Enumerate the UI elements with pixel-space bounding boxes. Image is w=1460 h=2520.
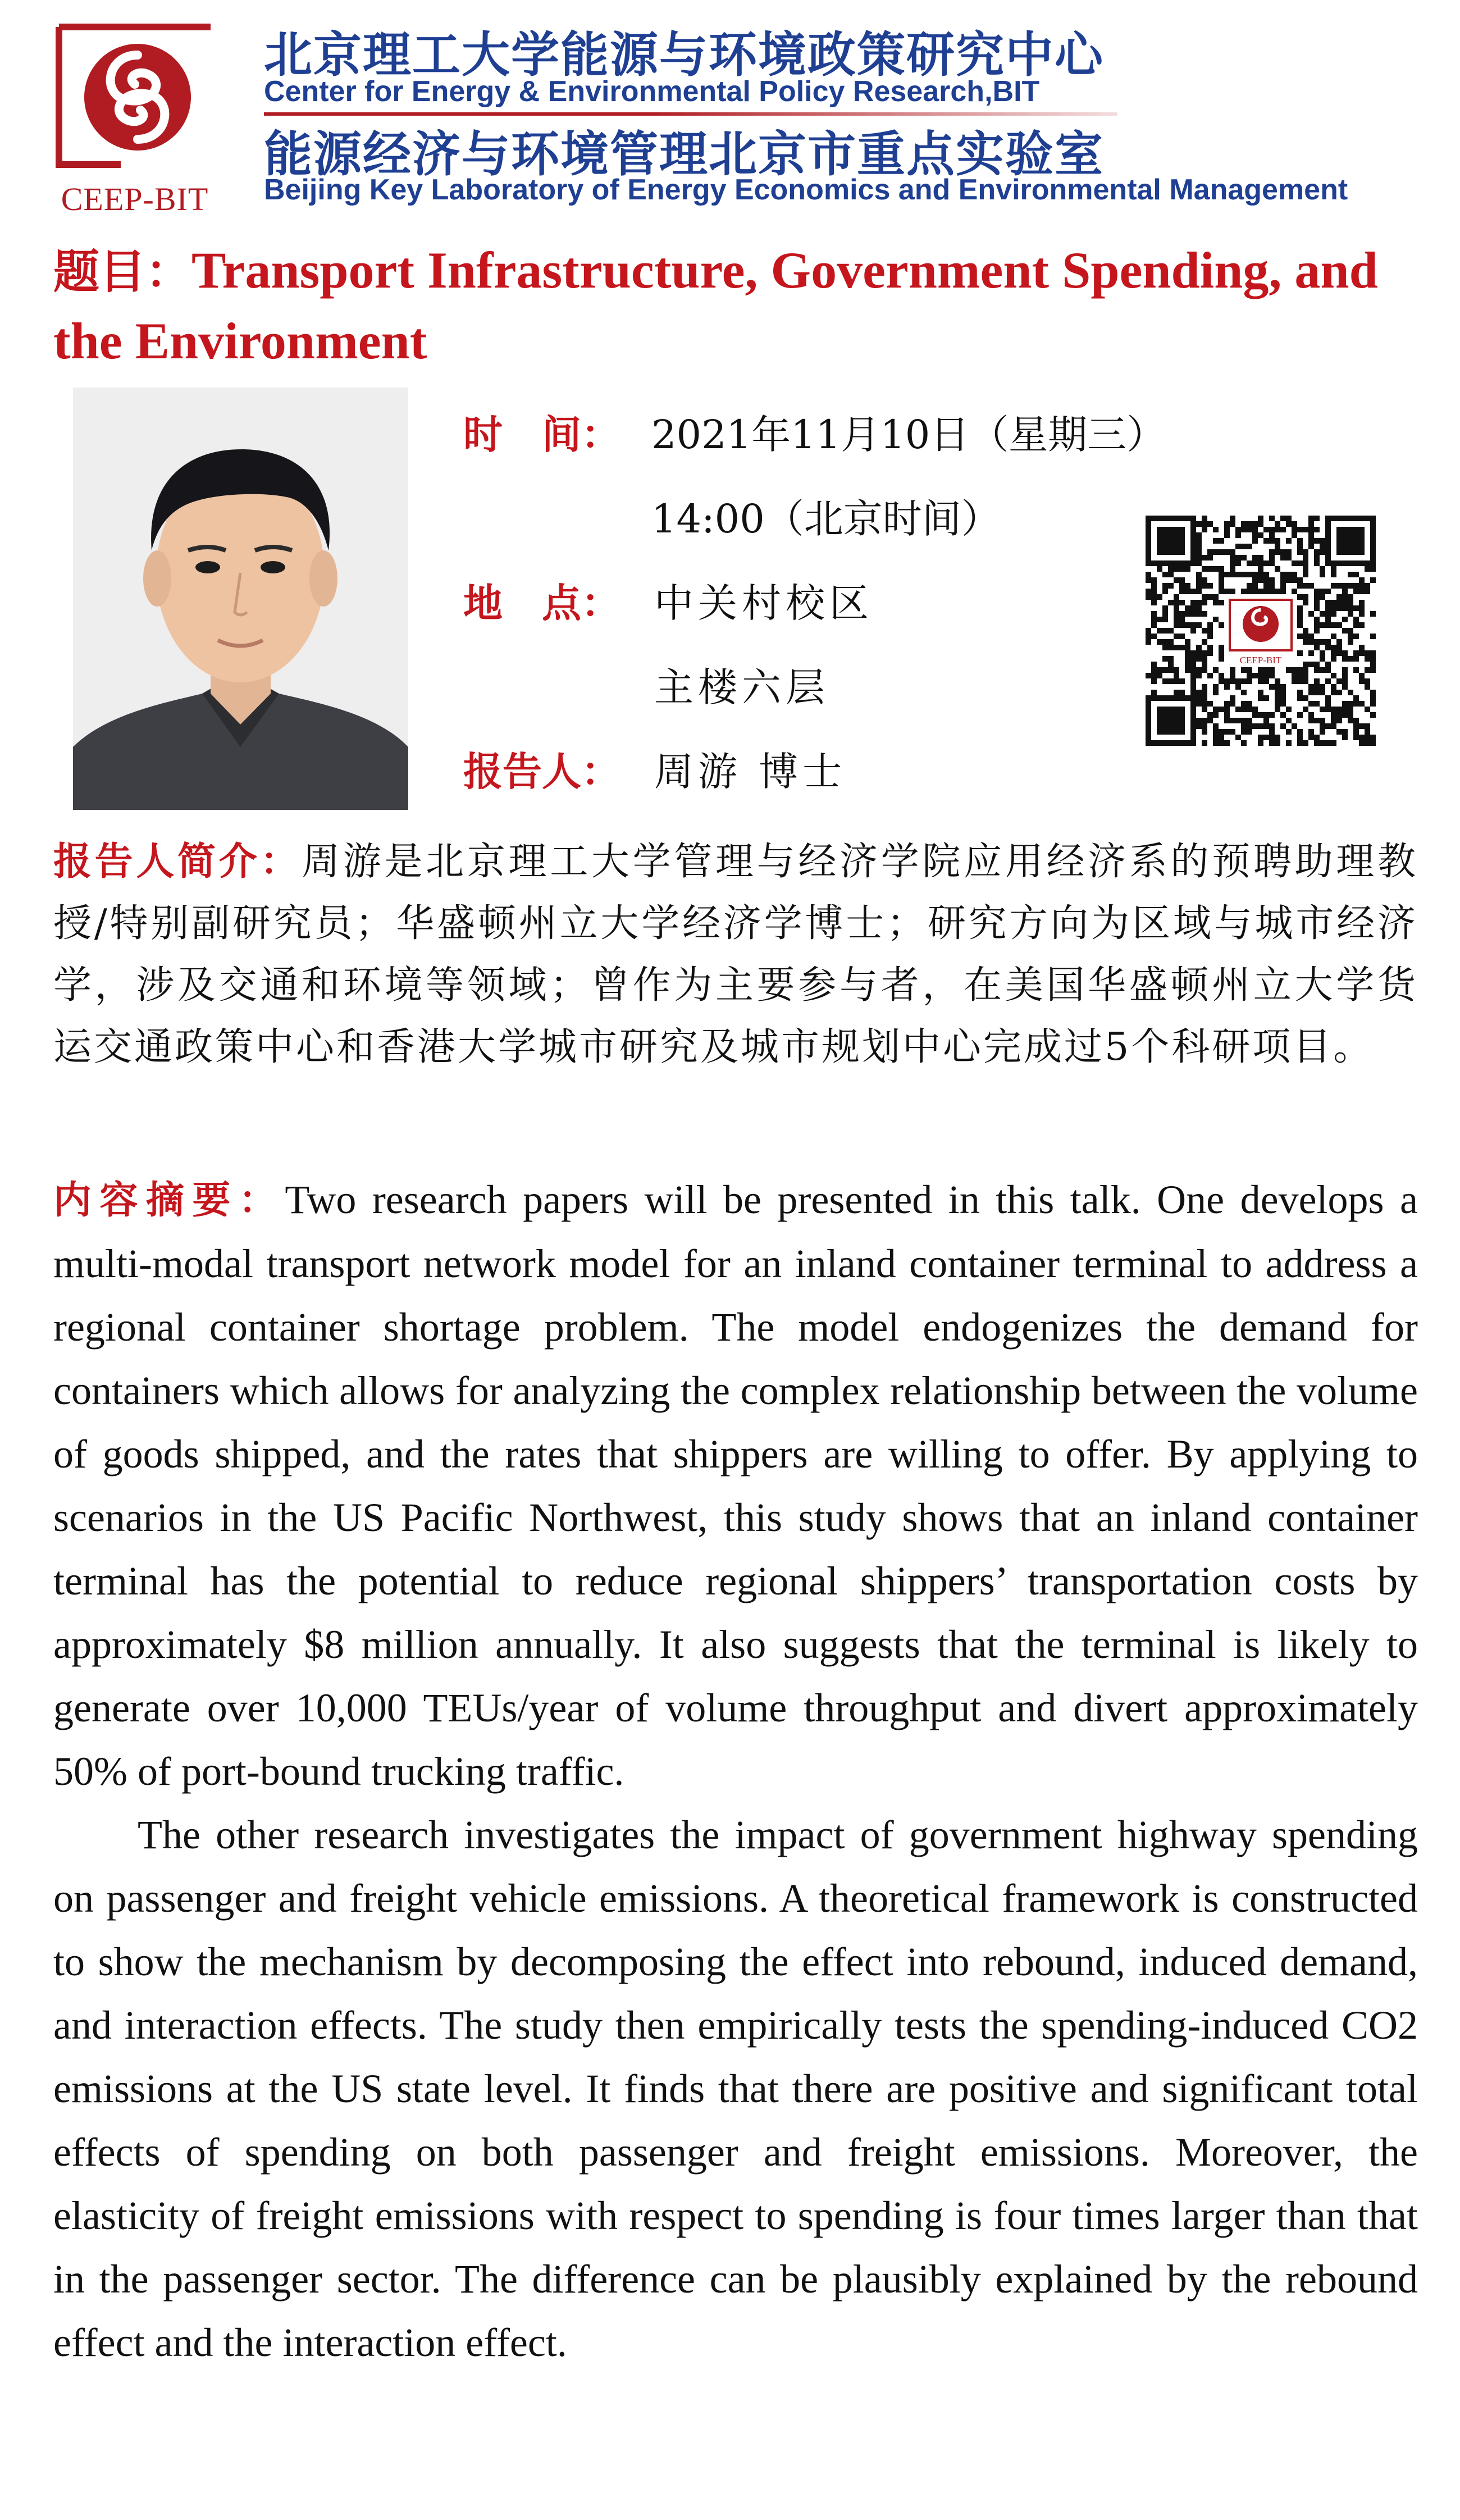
qr-code-icon — [1146, 516, 1376, 746]
place-value-campus: 中关村校区 — [654, 580, 873, 626]
header-en-line2: Beijing Key Laboratory of Energy Economics and Environmental Management — [264, 174, 1348, 206]
time-value-hour: 14:00（北京时间） — [651, 496, 1001, 542]
speaker-value: 周游 博士 — [654, 749, 847, 795]
bio-text: 周游是北京理工大学管理与经济学院应用经济系的预聘助理教授/特别副研究员；华盛顿州立大学经济学博士；研究方向为区域与城市经济学，涉及交通和环境等领域；曾作为主要参与者，在美国华盛顿州立大学货运交通政策中心和香港大学城市研究及城市规划中心完成过5个科研项目。 — [53, 840, 1418, 1069]
ceep-swirl-icon — [53, 21, 216, 170]
time-label: 时 间： — [463, 412, 620, 458]
abstract-label: 内容摘要： — [53, 1178, 285, 1223]
header-en-line1: Center for Energy & Environmental Policy Research,BIT — [264, 75, 1040, 108]
ceep-bit-logo — [53, 21, 225, 217]
speaker-bio — [53, 831, 1418, 1078]
header-cn-line2: 能源经济与环境管理北京市重点实验室 — [264, 127, 1104, 181]
abstract-paragraph-1 — [53, 1168, 1418, 1803]
time-value-date: 2021年11月10日（星期三） — [651, 412, 1166, 458]
speaker-photo — [73, 388, 408, 810]
title-text: Transport Infrastructure, Government Spending, and the Environment — [53, 241, 1378, 370]
header-cn-line1: 北京理工大学能源与环境政策研究中心 — [264, 28, 1104, 82]
wechat-qr-code[interactable] — [1146, 516, 1376, 746]
logo-text: CEEP-BIT — [61, 181, 209, 217]
speaker-label: 报告人： — [463, 749, 620, 795]
abstract-para1-text: Two research papers will be presented in this talk. One develops a multi-modal transport network model for an inland container terminal to address a regional container shortage problem. The model endogenizes the demand for containers which allows for analyzing the complex relationship between the volume of goods shipped, and the rates that shippers are willing to offer. By applying to scenarios in the US Pacific Northwest, this study shows that an inland container terminal has the potential to reduce regional shippers’ transportation costs by approximately $8 million annually. It also suggests that the terminal is likely to generate over 10,000 TEUs/year of volume throughput and divert approximately 50% of port-bound trucking traffic. — [53, 1177, 1418, 1794]
qr-logo-text: CEEP-BIT — [1239, 655, 1282, 666]
talk-title — [53, 236, 1429, 375]
speaker-portrait-icon — [73, 388, 408, 810]
place-label: 地 点： — [463, 580, 620, 626]
abstract-section — [53, 1168, 1418, 2375]
abstract-paragraph-2: The other research investigates the impact of government highway spending on passenger and freight vehicle emissions. A theoretical framework is constructed to show the mechanism by decomposing the effect into rebound, induced demand, and interaction effects. The study then empirically tests the spending-induced CO2 emissions at the US state level. It finds that there are positive and significant total effects of spending on both passenger and freight emissions. Moreover, the elasticity of freight emissions with respect to spending is four times larger than that in the passenger sector. The difference can be plausibly explained by the rebound effect and the interaction effect. — [53, 1812, 1418, 2365]
title-label: 题目： — [53, 245, 192, 299]
bio-label: 报告人简介： — [53, 840, 302, 884]
place-value-room: 主楼六层 — [654, 664, 829, 710]
